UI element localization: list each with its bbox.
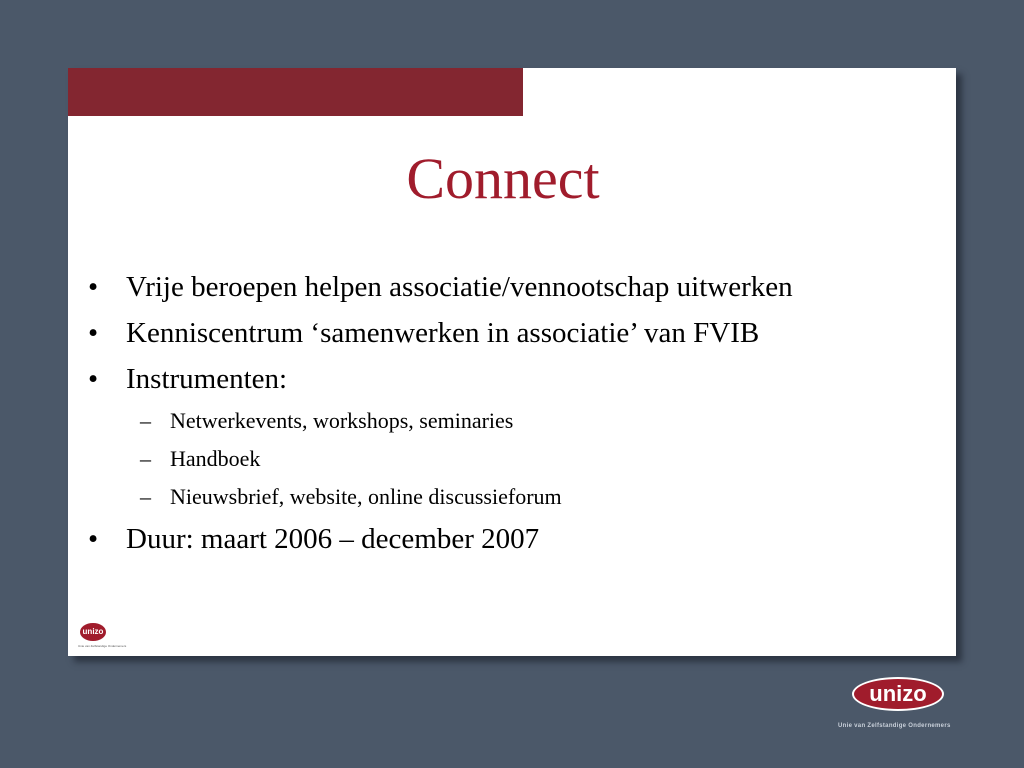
unizo-wordmark: unizo [852,677,944,711]
slide-title: Connect [406,146,600,211]
bullet-item [82,264,942,310]
bullet-item [82,310,942,356]
bullet-marker: • [88,523,99,555]
bullet-text: Vrije beroepen helpen associatie/vennootschap uitwerken [126,271,793,303]
sub-bullet-item [82,402,942,440]
sub-bullet-marker: – [140,408,151,433]
bullet-text: Duur: maart 2006 – december 2007 [126,523,540,555]
unizo-tagline: Unie van Zelfstandige Ondernemers [838,723,951,729]
title-accent-bar [68,68,523,116]
bullet-list [82,264,942,562]
unizo-logo [838,677,968,729]
sub-bullet-marker: – [140,484,151,509]
bullet-text: Instrumenten: [126,363,288,395]
unizo-logo-small [78,623,127,648]
sub-bullet-item [82,478,942,516]
sub-bullet-text: Netwerkevents, workshops, seminaries [170,408,514,433]
bullet-marker: • [88,271,99,303]
unizo-tagline-small: Unie van Zelfstandige Ondernemers [78,644,127,648]
bullet-item [82,356,942,402]
sub-bullet-text: Handboek [170,446,261,471]
bullet-marker: • [88,363,99,395]
sub-bullet-marker: – [140,446,151,471]
sub-bullet-text: Nieuwsbrief, website, online discussieforum [170,484,562,509]
bullet-marker: • [88,317,99,349]
slide [68,68,956,656]
unizo-wordmark-small: unizo [80,623,106,641]
bullet-text: Kenniscentrum ‘samenwerken in associatie’ van FVIB [126,317,760,349]
sub-bullet-item [82,440,942,478]
bullet-item [82,516,942,562]
